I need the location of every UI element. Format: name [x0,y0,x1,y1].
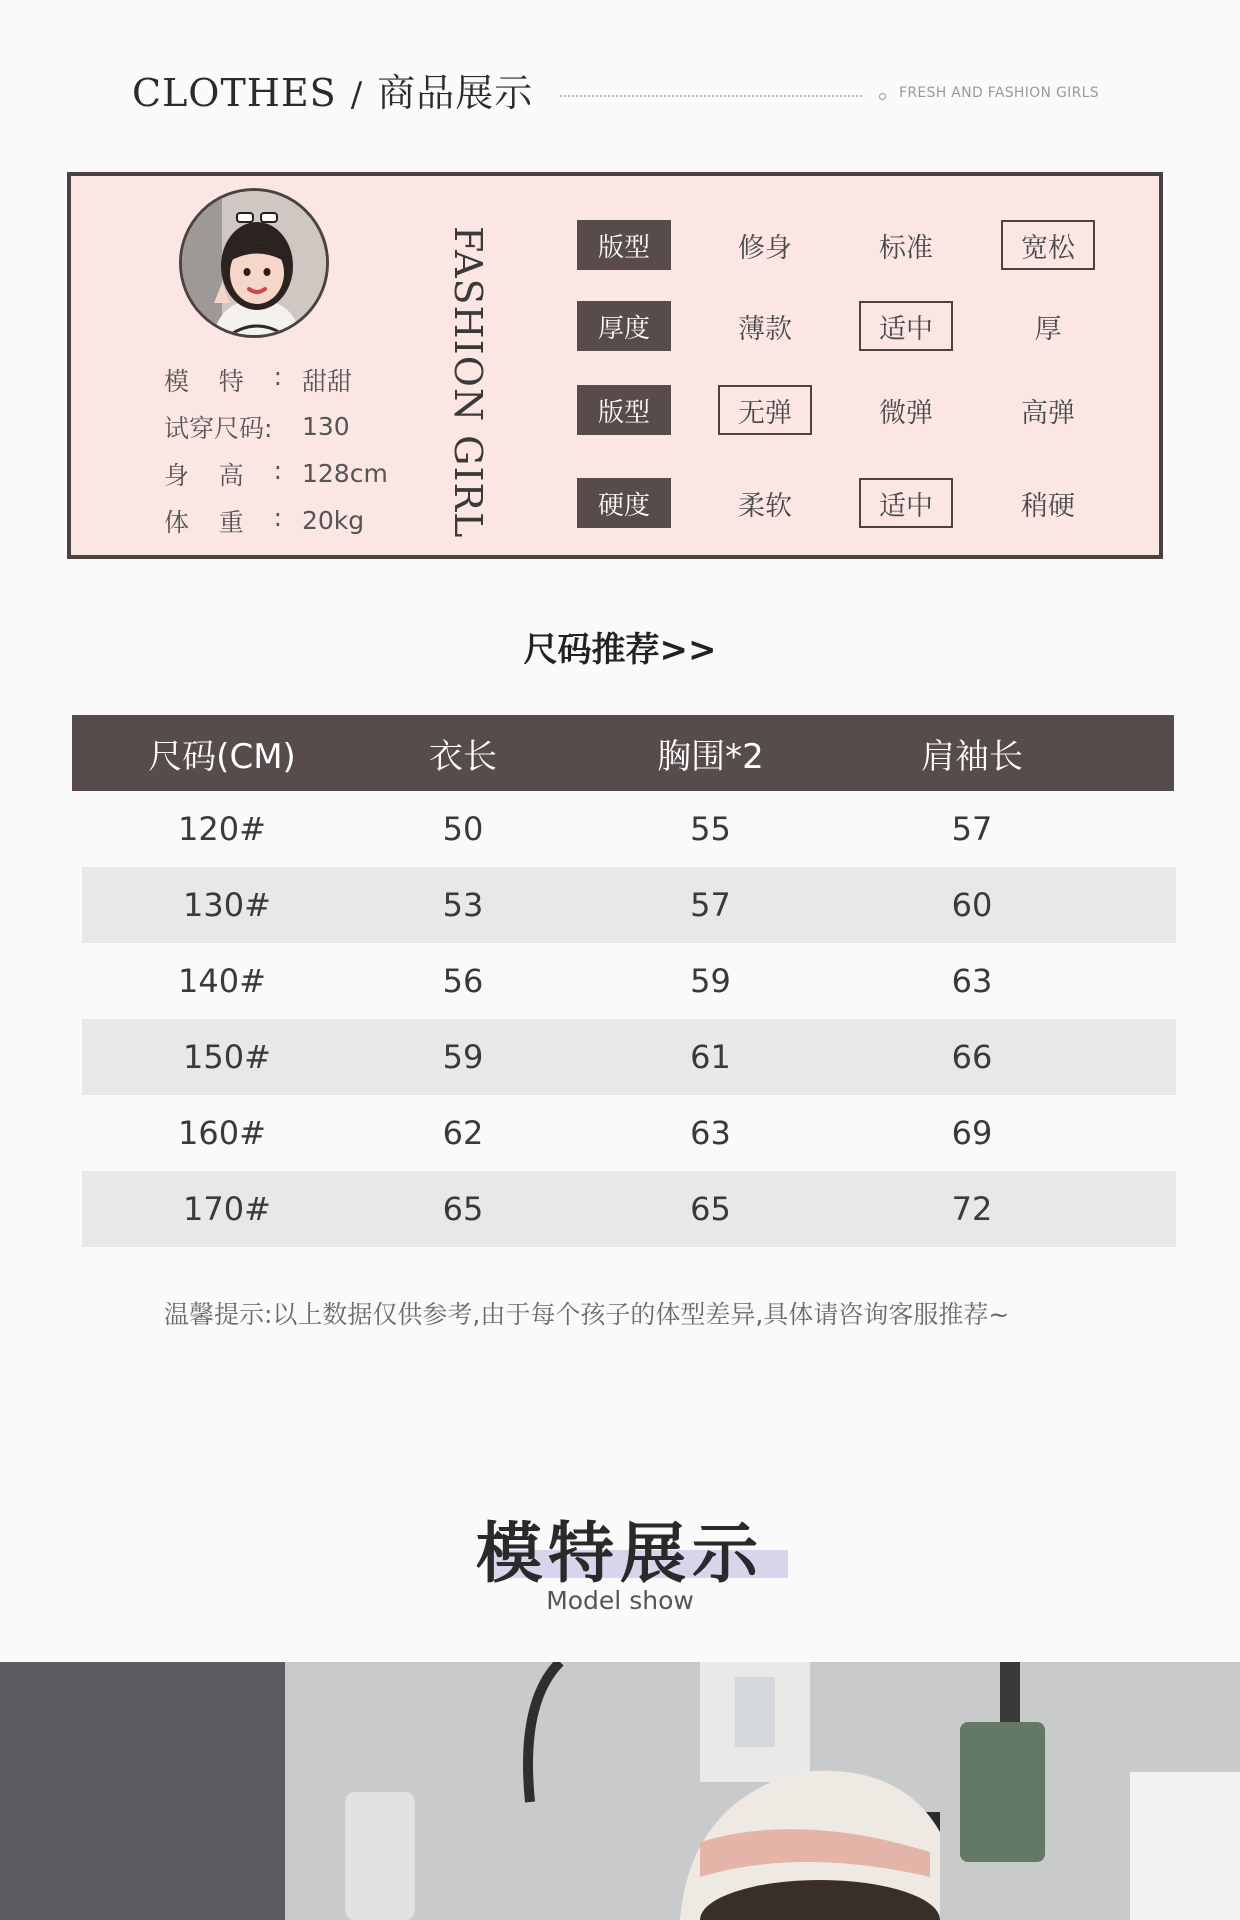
table-cell: 150# [183,1038,271,1076]
table-cell: 62 [442,1114,484,1152]
size-section-title: 尺码推荐>> [523,630,717,670]
attr-option: 修身 [738,232,792,264]
table-row [82,867,1176,943]
attr-key: 厚度 [577,301,671,351]
attr-row-fit [577,220,1137,270]
size-table [72,715,1174,1247]
table-cell: 63 [690,1114,731,1152]
stat-weight: 体 重 : 20kg [164,502,365,537]
table-cell: 59 [442,1038,484,1076]
attr-option: 柔软 [738,490,792,522]
dotted-divider [560,95,862,97]
table-row [82,1019,1176,1095]
table-row [82,1171,1176,1247]
stat-model-name: 模 特 : 甜甜 [164,361,353,396]
table-row [72,791,1174,867]
column-header: 肩袖长 [921,736,1023,777]
table-cell: 56 [442,962,484,1000]
brand-title [132,62,533,117]
table-cell: 69 [951,1114,993,1152]
model-portrait-icon [182,191,329,338]
model-photo [0,1662,1240,1920]
attr-option: 稍硬 [1021,490,1075,522]
column-header: 尺码(CM) [148,736,296,777]
small-circle-icon [879,93,886,100]
attr-key: 版型 [577,220,671,270]
stat-value: 128cm [302,459,388,488]
table-cell: 55 [690,810,731,848]
brand-title-cn: 商品展示 [377,71,534,115]
brand-separator: / [350,75,364,115]
table-cell: 57 [690,886,731,924]
table-cell: 65 [442,1190,484,1228]
stat-trial-size: 试穿尺码: 130 [164,412,350,443]
model-show-title: 模特展示 [476,1515,764,1592]
brand-name: CLOTHES [132,71,337,115]
table-cell: 53 [442,886,484,924]
attr-option: 薄款 [738,313,792,345]
stat-height: 身 高 : 128cm [164,455,388,490]
table-cell: 61 [690,1038,731,1076]
table-row [72,1095,1174,1171]
table-cell: 63 [951,962,993,1000]
vertical-brand-text: FASHION GIRL [446,226,490,539]
table-header [72,715,1174,791]
table-row [72,943,1174,1019]
table-cell: 60 [951,886,993,924]
attr-row-hardness [577,478,1137,528]
table-cell: 72 [951,1190,993,1228]
attr-option-selected: 适中 [859,301,953,351]
table-cell: 130# [183,886,271,924]
table-cell: 57 [951,810,993,848]
tagline: FRESH AND FASHION GIRLS [899,85,1099,101]
attr-option: 标准 [879,232,933,264]
model-avatar [179,188,329,338]
table-cell: 140# [178,962,266,1000]
table-cell: 170# [183,1190,271,1228]
attr-option-selected: 无弹 [718,385,812,435]
kitchen-photo-icon [0,1662,1240,1920]
page-header [0,0,1240,160]
table-cell: 66 [951,1038,993,1076]
table-cell: 120# [178,810,266,848]
model-stats [164,356,388,544]
table-cell: 59 [690,962,731,1000]
stat-value: 甜甜 [302,366,353,396]
attr-option: 厚 [1034,313,1062,345]
attr-key: 版型 [577,385,671,435]
column-header: 衣长 [429,736,497,777]
stat-value: 20kg [302,506,365,535]
model-info-box [67,172,1163,559]
size-note: 温馨提示:以上数据仅供参考,由于每个孩子的体型差异,具体请咨询客服推荐~ [164,1300,1010,1329]
table-cell: 160# [178,1114,266,1152]
model-show-subtitle: Model show [546,1586,694,1615]
table-cell: 50 [442,810,484,848]
attr-option-selected: 宽松 [1001,220,1095,270]
attr-option-selected: 适中 [859,478,953,528]
attr-option: 高弹 [1021,397,1075,429]
attr-option: 微弹 [879,397,933,429]
table-cell: 65 [690,1190,731,1228]
stat-value: 130 [302,412,350,441]
column-header: 胸围*2 [657,736,764,777]
attr-row-thickness [577,301,1137,351]
attr-key: 硬度 [577,478,671,528]
attr-row-elasticity [577,385,1137,435]
